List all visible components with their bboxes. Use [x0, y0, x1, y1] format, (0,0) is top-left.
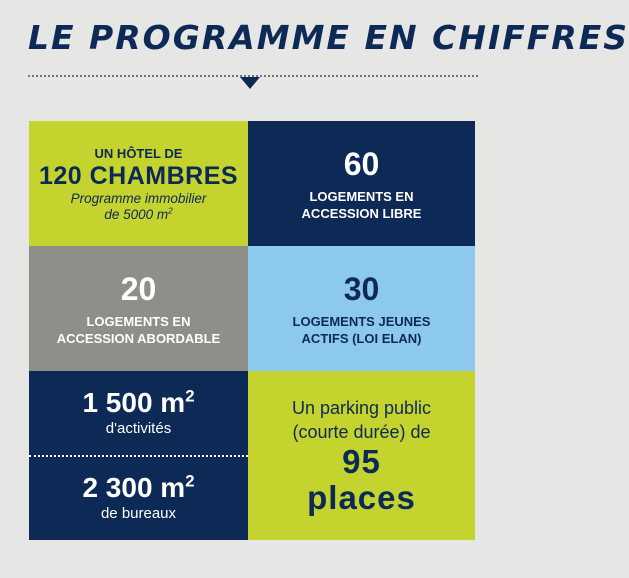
triangle-down-icon — [240, 77, 260, 89]
young-workers-label-1: LOGEMENTS JEUNES — [292, 313, 431, 329]
activities-area — [82, 387, 194, 419]
dotted-divider — [29, 455, 248, 457]
offices-card — [29, 455, 248, 540]
hotel-area-value: de 5000 m — [104, 206, 169, 222]
offices-area-value: 2 300 m — [82, 471, 186, 503]
activities-label: d'activités — [105, 420, 172, 437]
young-workers-card — [248, 246, 475, 371]
young-workers-label-2: ACTIFS (LOI ELAN) — [301, 330, 422, 346]
free-housing-label-1: LOGEMENTS EN — [309, 188, 414, 204]
affordable-housing-card — [29, 246, 248, 371]
parking-card — [248, 371, 475, 540]
offices-label: de bureaux — [100, 504, 177, 522]
affordable-housing-label-2: ACCESSION ABORDABLE — [56, 330, 221, 346]
hotel-program: Programme immobilier — [70, 190, 207, 206]
affordable-housing-label-1: LOGEMENTS EN — [86, 313, 191, 329]
hotel-area-exponent: 2 — [168, 206, 173, 215]
parking-number: 95 — [342, 442, 381, 480]
free-housing-card — [248, 121, 475, 246]
parking-intro-2: (courte durée) de — [292, 421, 431, 442]
parking-label: places — [307, 478, 416, 516]
page-title: LE PROGRAMME EN CHIFFRES — [28, 18, 629, 57]
activities-area-value: 1 500 m — [82, 387, 186, 418]
activities-area-exponent: 2 — [185, 386, 195, 406]
free-housing-label-2: ACCESSION LIBRE — [301, 205, 422, 221]
free-housing-number: 60 — [343, 145, 380, 182]
hotel-card — [29, 121, 248, 246]
parking-intro-1: Un parking public — [291, 397, 432, 418]
affordable-housing-number: 20 — [120, 270, 157, 307]
hotel-rooms: 120 CHAMBRES — [38, 161, 239, 190]
offices-area-exponent: 2 — [185, 471, 195, 491]
young-workers-number: 30 — [343, 270, 380, 307]
offices-area — [82, 472, 194, 504]
activities-card — [29, 371, 248, 455]
hotel-intro: UN HÔTEL DE — [94, 145, 183, 161]
hotel-area — [104, 207, 172, 223]
figures-grid — [29, 121, 475, 540]
